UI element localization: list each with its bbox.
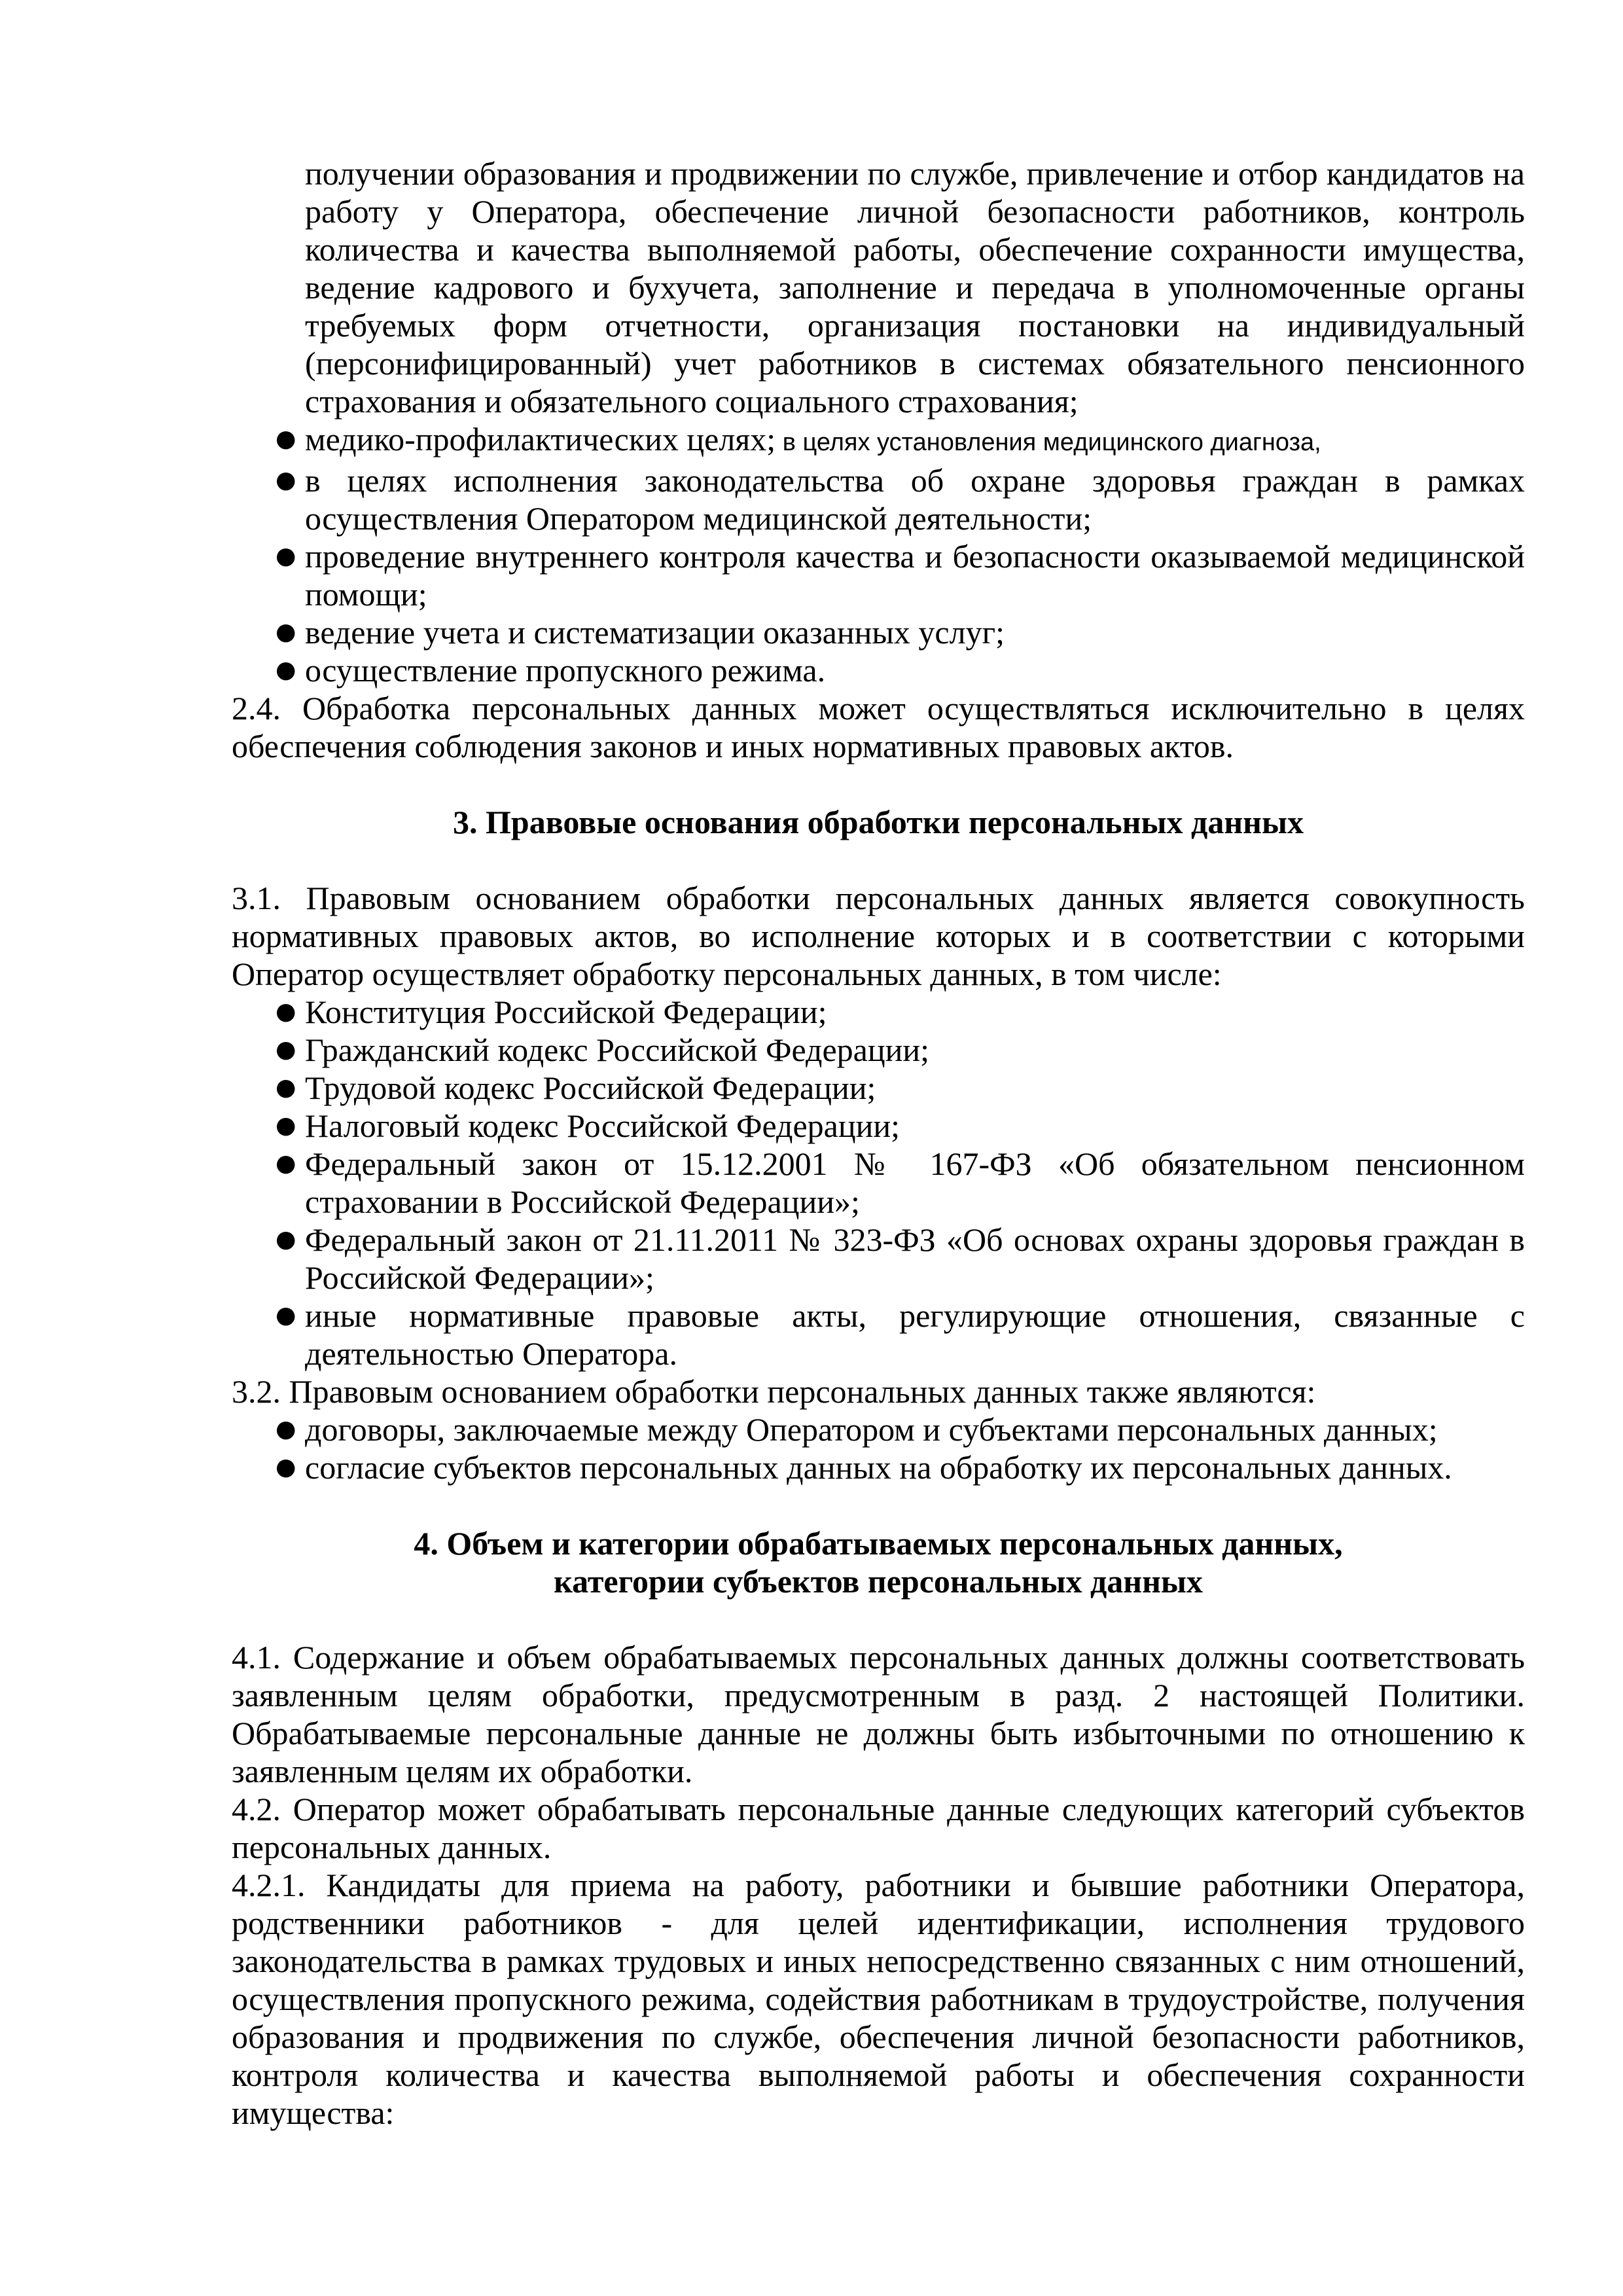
bullet-icon: ● (276, 1454, 296, 1480)
list-item-text: в целях исполнения законодательства об охране здоровья граждан в рамках осуществления Оператором медицинской деятельности; (305, 462, 1525, 537)
spacer (232, 1600, 1525, 1638)
paragraph-3-2: 3.2. Правовым основанием обработки персональных данных также являются: (232, 1373, 1316, 1410)
bullet-icon: ● (276, 1416, 296, 1443)
list-item-text: Налоговый кодекс Российской Федерации; (305, 1107, 901, 1144)
spacer (232, 1486, 1525, 1524)
list-item-text: проведение внутреннего контроля качества и безопасности оказываемой медицинской помощи; (305, 538, 1525, 613)
list-item-text: ведение учета и систематизации оказанных услуг; (305, 614, 1005, 651)
list-item-text: Федеральный закон от 15.12.2001 № 167-ФЗ «Об обязательном пенсионном страховании в Российской Федерации»; (305, 1145, 1525, 1220)
paragraph-3-1: 3.1. Правовым основанием обработки персональных данных является совокупность нормативных правовых актов, во исполнение которых и в соответствии с которыми Оператор осуществляет обработку персональных данных, в том числе: (232, 880, 1525, 992)
other-grounds-bullet-list (232, 1410, 1525, 1486)
paragraph-4-2: 4.2. Оператор может обрабатывать персональные данные следующих категорий субъектов персональных данных. (232, 1791, 1525, 1865)
intro-continuation-paragraph: получении образования и продвижении по службе, привлечение и отбор кандидатов на работу у Оператора, обеспечение личной безопасности работников, контроль количества и качества выполняемой работы, обеспечение сохранности имущества, ведение кадрового и бухучета, заполнение и передача в уполномоченные органы требуемых форм отчетности, организация постановки на индивидуальный (персонифицированный) учет работников в системах обязательного пенсионного страхования и обязательного социального страхования; (305, 155, 1525, 420)
list-item-text: медико-профилактических целях; (305, 421, 776, 457)
list-item (232, 537, 1525, 613)
bullet-icon: ● (276, 543, 296, 569)
bullet-icon: ● (276, 1074, 296, 1101)
document-page (232, 154, 1525, 2132)
list-item (232, 420, 1525, 461)
spacer (232, 765, 1525, 803)
bullet-icon: ● (276, 1150, 296, 1177)
list-item (232, 461, 1525, 537)
bullet-icon: ● (276, 1226, 296, 1253)
paragraph-4-1: 4.1. Содержание и объем обрабатываемых персональных данных должны соответствовать заявленным целям обработки, предусмотренным в разд. 2 настоящей Политики. Обрабатываемые персональные данные не должны быть избыточными по отношению к заявленным целям их обработки. (232, 1639, 1525, 1789)
list-item-text: Конституция Российской Федерации; (305, 994, 827, 1030)
list-item-text: Федеральный закон от 21.11.2011 № 323-ФЗ «Об основах охраны здоровья граждан в Российской Федерации»; (305, 1221, 1525, 1296)
section-3-heading: 3. Правовые основания обработки персональных данных (453, 804, 1304, 840)
bullet-icon: ● (276, 425, 296, 452)
purposes-bullet-list (232, 420, 1525, 689)
list-item (232, 1069, 1525, 1107)
list-item (232, 1031, 1525, 1069)
bullet-icon: ● (276, 1036, 296, 1063)
bullet-icon: ● (276, 467, 296, 493)
list-item (232, 1410, 1525, 1448)
section-4-heading-line-2: категории субъектов персональных данных (554, 1563, 1203, 1600)
paragraph-4-2-1: 4.2.1. Кандидаты для приема на работу, работники и бывшие работники Оператора, родственники работников - для целей идентификации, исполнения трудового законодательства в рамках трудовых и иных непосредственно связанных с ним отношений, осуществления пропускного режима, содействия работникам в трудоустройстве, получения образования и продвижения по службе, обеспечения личной безопасности работников, контроля количества и качества выполняемой работы и обеспечения сохранности имущества: (232, 1867, 1525, 2131)
list-item-text: согласие субъектов персональных данных на обработку их персональных данных. (305, 1449, 1452, 1486)
bullet-icon: ● (276, 1112, 296, 1139)
section-4-heading-line-1: 4. Объем и категории обрабатываемых персональных данных, (414, 1525, 1343, 1562)
bullet-icon: ● (276, 656, 296, 683)
bullet-icon: ● (276, 619, 296, 645)
list-item (232, 1145, 1525, 1221)
legal-acts-bullet-list (232, 993, 1525, 1372)
bullet-icon: ● (276, 998, 296, 1025)
list-item-text: Гражданский кодекс Российской Федерации; (305, 1031, 930, 1068)
list-item-text: Трудовой кодекс Российской Федерации; (305, 1069, 876, 1106)
list-item-text: иные нормативные правовые акты, регулирующие отношения, связанные с деятельностью Оператора. (305, 1297, 1525, 1372)
list-item (232, 613, 1525, 651)
bullet-icon: ● (276, 1302, 296, 1329)
list-item-text-small: в целях установления медицинского диагноза, (776, 429, 1321, 456)
list-item-text: осуществление пропускного режима. (305, 652, 826, 689)
paragraph-2-4: 2.4. Обработка персональных данных может осуществляться исключительно в целях обеспечения соблюдения законов и иных нормативных правовых актов. (232, 690, 1525, 764)
list-item (232, 1107, 1525, 1145)
list-item (232, 1448, 1525, 1486)
list-item (232, 1297, 1525, 1372)
spacer (232, 841, 1525, 879)
list-item (232, 993, 1525, 1031)
list-item-text: договоры, заключаемые между Оператором и субъектами персональных данных; (305, 1411, 1438, 1448)
list-item (232, 651, 1525, 689)
list-item (232, 1221, 1525, 1297)
